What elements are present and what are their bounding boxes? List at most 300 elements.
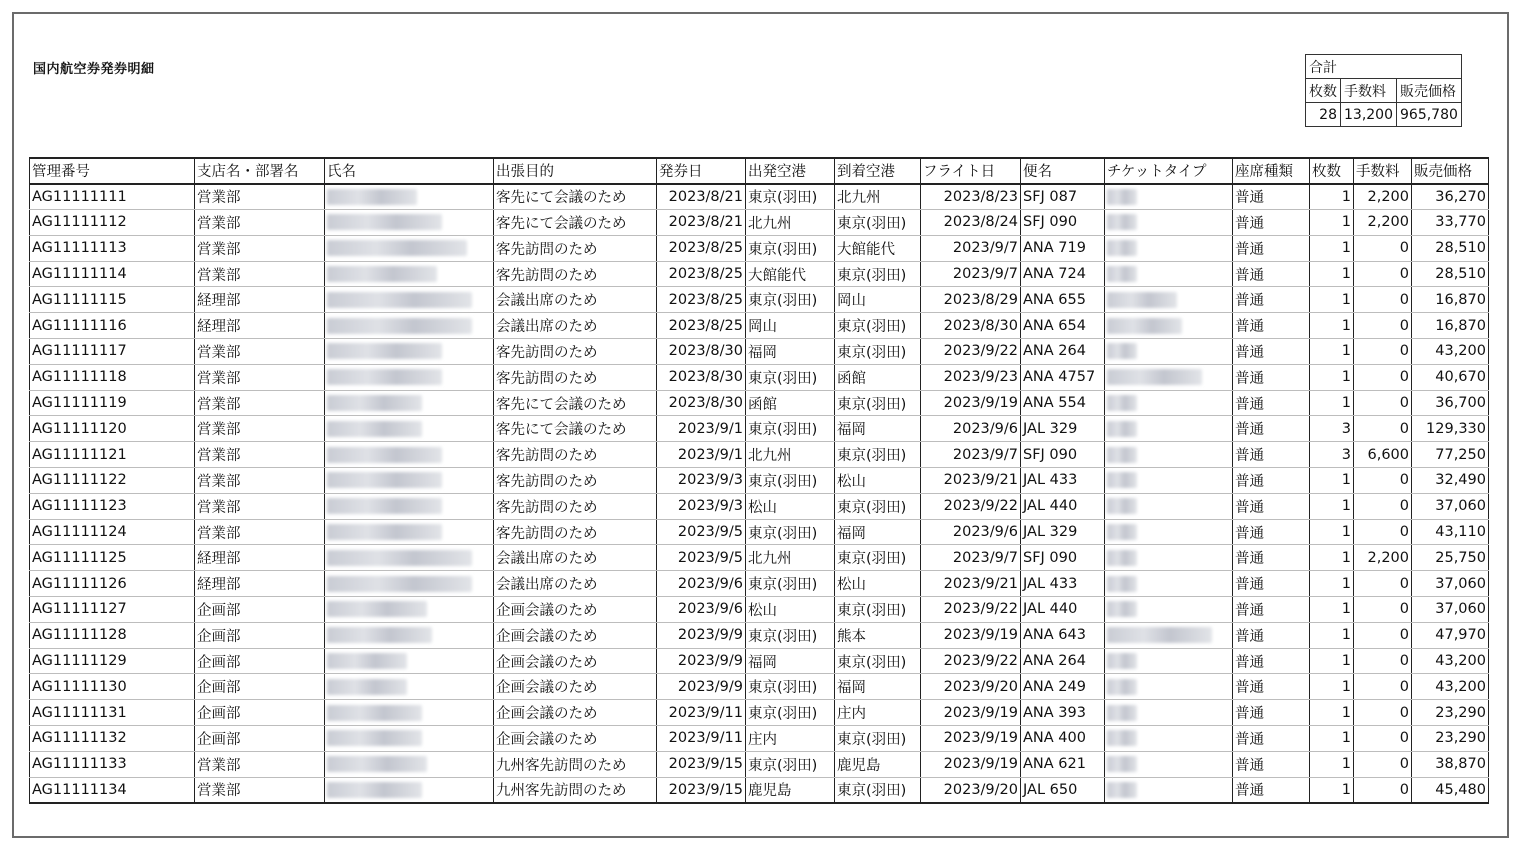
cell-management-no: AG11111132: [30, 726, 195, 752]
cell-departure-airport: 函館: [746, 390, 835, 416]
cell-purpose: 九州客先訪問のため: [494, 751, 657, 777]
cell-issue-date: 2023/9/3: [657, 468, 746, 494]
cell-flight-no: ANA 643: [1021, 622, 1105, 648]
table-row: [30, 777, 1489, 803]
cell-name: [325, 622, 494, 648]
cell-management-no: AG11111116: [30, 313, 195, 339]
cell-name: [325, 493, 494, 519]
redacted-ticket-type: [1107, 601, 1137, 617]
cell-fee: 0: [1354, 235, 1412, 261]
cell-purpose: 客先にて会議のため: [494, 184, 657, 210]
cell-name: [325, 726, 494, 752]
cell-arrival-airport: 松山: [835, 571, 921, 597]
cell-department: 経理部: [195, 571, 325, 597]
cell-flight-date: 2023/9/19: [921, 726, 1021, 752]
cell-name: [325, 287, 494, 313]
cell-department: 営業部: [195, 493, 325, 519]
redacted-ticket-type: [1107, 679, 1137, 695]
cell-name: [325, 700, 494, 726]
cell-seat-class: 普通: [1233, 442, 1310, 468]
summary-label-count: 枚数: [1306, 79, 1341, 103]
redacted-name: [327, 266, 437, 282]
cell-flight-date: 2023/8/29: [921, 287, 1021, 313]
cell-issue-date: 2023/9/5: [657, 519, 746, 545]
redacted-ticket-type: [1107, 576, 1137, 592]
table-row: [30, 493, 1489, 519]
cell-sale-price: 25,750: [1412, 545, 1489, 571]
redacted-ticket-type: [1107, 730, 1137, 746]
cell-department: 企画部: [195, 674, 325, 700]
cell-fee: 0: [1354, 777, 1412, 803]
cell-flight-no: JAL 440: [1021, 597, 1105, 623]
cell-arrival-airport: 東京(羽田): [835, 210, 921, 236]
redacted-ticket-type: [1107, 550, 1137, 566]
cell-flight-date: 2023/8/30: [921, 313, 1021, 339]
cell-issue-date: 2023/8/21: [657, 184, 746, 210]
cell-ticket-count: 1: [1310, 622, 1354, 648]
cell-ticket-type: [1105, 751, 1233, 777]
cell-fee: 0: [1354, 622, 1412, 648]
cell-seat-class: 普通: [1233, 339, 1310, 365]
cell-seat-class: 普通: [1233, 700, 1310, 726]
cell-management-no: AG11111124: [30, 519, 195, 545]
cell-purpose: 客先訪問のため: [494, 493, 657, 519]
cell-arrival-airport: 北九州: [835, 184, 921, 210]
table-row: [30, 726, 1489, 752]
cell-departure-airport: 東京(羽田): [746, 364, 835, 390]
cell-arrival-airport: 東京(羽田): [835, 442, 921, 468]
cell-fee: 0: [1354, 674, 1412, 700]
cell-management-no: AG11111122: [30, 468, 195, 494]
cell-purpose: 客先訪問のため: [494, 261, 657, 287]
redacted-name: [327, 756, 427, 772]
cell-issue-date: 2023/9/1: [657, 442, 746, 468]
cell-ticket-type: [1105, 648, 1233, 674]
cell-purpose: 客先にて会議のため: [494, 210, 657, 236]
cell-purpose: 企画会議のため: [494, 700, 657, 726]
table-row: [30, 622, 1489, 648]
cell-management-no: AG11111111: [30, 184, 195, 210]
cell-purpose: 会議出席のため: [494, 545, 657, 571]
cell-arrival-airport: 大館能代: [835, 235, 921, 261]
cell-seat-class: 普通: [1233, 622, 1310, 648]
cell-management-no: AG11111113: [30, 235, 195, 261]
cell-sale-price: 43,200: [1412, 674, 1489, 700]
cell-ticket-count: 1: [1310, 493, 1354, 519]
cell-seat-class: 普通: [1233, 751, 1310, 777]
redacted-name: [327, 214, 442, 230]
redacted-ticket-type: [1107, 447, 1137, 463]
cell-flight-no: ANA 264: [1021, 339, 1105, 365]
cell-flight-date: 2023/9/7: [921, 545, 1021, 571]
cell-flight-date: 2023/9/21: [921, 468, 1021, 494]
cell-ticket-type: [1105, 674, 1233, 700]
cell-flight-no: ANA 621: [1021, 751, 1105, 777]
cell-purpose: 客先にて会議のため: [494, 390, 657, 416]
table-row: [30, 416, 1489, 442]
document-title: 国内航空券発券明細: [33, 62, 155, 77]
cell-departure-airport: 東京(羽田): [746, 571, 835, 597]
cell-departure-airport: 東京(羽田): [746, 287, 835, 313]
cell-departure-airport: 北九州: [746, 210, 835, 236]
cell-ticket-count: 1: [1310, 571, 1354, 597]
cell-flight-date: 2023/9/23: [921, 364, 1021, 390]
cell-issue-date: 2023/8/30: [657, 339, 746, 365]
redacted-name: [327, 472, 442, 488]
redacted-name: [327, 679, 407, 695]
summary-value-price: 965,780: [1397, 103, 1462, 127]
column-header-management-no: 管理番号: [30, 158, 195, 184]
cell-sale-price: 16,870: [1412, 313, 1489, 339]
cell-sale-price: 36,270: [1412, 184, 1489, 210]
redacted-name: [327, 421, 422, 437]
cell-purpose: 会議出席のため: [494, 287, 657, 313]
cell-flight-date: 2023/9/22: [921, 339, 1021, 365]
cell-flight-no: ANA 554: [1021, 390, 1105, 416]
cell-issue-date: 2023/8/30: [657, 390, 746, 416]
cell-name: [325, 751, 494, 777]
cell-flight-date: 2023/9/6: [921, 416, 1021, 442]
cell-departure-airport: 東京(羽田): [746, 700, 835, 726]
redacted-name: [327, 292, 472, 308]
cell-arrival-airport: 熊本: [835, 622, 921, 648]
table-row: [30, 261, 1489, 287]
cell-flight-date: 2023/9/7: [921, 442, 1021, 468]
cell-department: 営業部: [195, 777, 325, 803]
cell-ticket-type: [1105, 364, 1233, 390]
cell-management-no: AG11111125: [30, 545, 195, 571]
cell-seat-class: 普通: [1233, 597, 1310, 623]
cell-ticket-count: 1: [1310, 184, 1354, 210]
cell-flight-date: 2023/9/22: [921, 493, 1021, 519]
cell-departure-airport: 東京(羽田): [746, 468, 835, 494]
cell-flight-date: 2023/9/19: [921, 390, 1021, 416]
cell-sale-price: 37,060: [1412, 571, 1489, 597]
cell-name: [325, 519, 494, 545]
column-header-sale-price: 販売価格: [1412, 158, 1489, 184]
cell-ticket-count: 1: [1310, 777, 1354, 803]
cell-management-no: AG11111128: [30, 622, 195, 648]
cell-management-no: AG11111117: [30, 339, 195, 365]
column-header-issue-date: 発券日: [657, 158, 746, 184]
cell-ticket-type: [1105, 571, 1233, 597]
cell-department: 営業部: [195, 751, 325, 777]
redacted-ticket-type: [1107, 472, 1137, 488]
redacted-name: [327, 498, 442, 514]
column-header-departure-airport: 出発空港: [746, 158, 835, 184]
cell-issue-date: 2023/9/15: [657, 777, 746, 803]
cell-seat-class: 普通: [1233, 519, 1310, 545]
table-row: [30, 442, 1489, 468]
cell-sale-price: 43,200: [1412, 339, 1489, 365]
cell-ticket-count: 1: [1310, 597, 1354, 623]
redacted-name: [327, 447, 442, 463]
cell-department: 営業部: [195, 364, 325, 390]
cell-issue-date: 2023/9/6: [657, 571, 746, 597]
cell-ticket-count: 1: [1310, 700, 1354, 726]
table-row: [30, 751, 1489, 777]
redacted-name: [327, 730, 422, 746]
cell-fee: 0: [1354, 339, 1412, 365]
cell-issue-date: 2023/8/25: [657, 287, 746, 313]
cell-departure-airport: 庄内: [746, 726, 835, 752]
cell-departure-airport: 東京(羽田): [746, 519, 835, 545]
cell-sale-price: 43,110: [1412, 519, 1489, 545]
cell-departure-airport: 福岡: [746, 648, 835, 674]
table-row: [30, 700, 1489, 726]
cell-departure-airport: 鹿児島: [746, 777, 835, 803]
cell-fee: 0: [1354, 468, 1412, 494]
cell-issue-date: 2023/8/25: [657, 313, 746, 339]
column-header-fee: 手数料: [1354, 158, 1412, 184]
cell-department: 営業部: [195, 184, 325, 210]
cell-sale-price: 23,290: [1412, 700, 1489, 726]
cell-issue-date: 2023/9/9: [657, 648, 746, 674]
cell-sale-price: 47,970: [1412, 622, 1489, 648]
table-row: [30, 339, 1489, 365]
cell-issue-date: 2023/9/15: [657, 751, 746, 777]
cell-fee: 2,200: [1354, 210, 1412, 236]
cell-purpose: 会議出席のため: [494, 571, 657, 597]
cell-fee: 0: [1354, 493, 1412, 519]
cell-flight-date: 2023/9/21: [921, 571, 1021, 597]
cell-ticket-type: [1105, 622, 1233, 648]
summary-value-count: 28: [1306, 103, 1341, 127]
cell-arrival-airport: 函館: [835, 364, 921, 390]
cell-fee: 2,200: [1354, 184, 1412, 210]
redacted-name: [327, 705, 422, 721]
cell-department: 営業部: [195, 416, 325, 442]
redacted-ticket-type: [1107, 421, 1137, 437]
cell-fee: 0: [1354, 287, 1412, 313]
redacted-ticket-type: [1107, 524, 1137, 540]
redacted-name: [327, 524, 442, 540]
cell-arrival-airport: 東京(羽田): [835, 726, 921, 752]
cell-purpose: 企画会議のため: [494, 674, 657, 700]
redacted-ticket-type: [1107, 756, 1137, 772]
cell-issue-date: 2023/9/1: [657, 416, 746, 442]
cell-seat-class: 普通: [1233, 726, 1310, 752]
cell-departure-airport: 東京(羽田): [746, 622, 835, 648]
cell-ticket-count: 1: [1310, 390, 1354, 416]
cell-seat-class: 普通: [1233, 313, 1310, 339]
cell-flight-date: 2023/9/22: [921, 648, 1021, 674]
cell-fee: 0: [1354, 261, 1412, 287]
redacted-ticket-type: [1107, 395, 1137, 411]
cell-flight-date: 2023/9/6: [921, 519, 1021, 545]
cell-department: 企画部: [195, 700, 325, 726]
cell-purpose: 客先にて会議のため: [494, 416, 657, 442]
cell-flight-date: 2023/9/7: [921, 261, 1021, 287]
cell-sale-price: 23,290: [1412, 726, 1489, 752]
cell-flight-date: 2023/9/19: [921, 751, 1021, 777]
cell-purpose: 客先訪問のため: [494, 468, 657, 494]
cell-flight-no: ANA 400: [1021, 726, 1105, 752]
cell-flight-no: SFJ 090: [1021, 442, 1105, 468]
cell-ticket-type: [1105, 442, 1233, 468]
redacted-ticket-type: [1107, 627, 1212, 643]
cell-flight-date: 2023/9/19: [921, 622, 1021, 648]
cell-fee: 0: [1354, 364, 1412, 390]
column-header-seat-class: 座席種類: [1233, 158, 1310, 184]
cell-sale-price: 32,490: [1412, 468, 1489, 494]
cell-departure-airport: 東京(羽田): [746, 751, 835, 777]
cell-management-no: AG11111133: [30, 751, 195, 777]
cell-department: 営業部: [195, 261, 325, 287]
cell-seat-class: 普通: [1233, 184, 1310, 210]
cell-arrival-airport: 東京(羽田): [835, 339, 921, 365]
cell-sale-price: 16,870: [1412, 287, 1489, 313]
column-header-ticket-count: 枚数: [1310, 158, 1354, 184]
cell-purpose: 企画会議のため: [494, 726, 657, 752]
cell-ticket-type: [1105, 726, 1233, 752]
table-row: [30, 545, 1489, 571]
column-header-flight-no: 便名: [1021, 158, 1105, 184]
cell-fee: 0: [1354, 726, 1412, 752]
redacted-ticket-type: [1107, 214, 1137, 230]
cell-department: 経理部: [195, 545, 325, 571]
redacted-ticket-type: [1107, 189, 1137, 205]
cell-fee: 6,600: [1354, 442, 1412, 468]
cell-management-no: AG11111121: [30, 442, 195, 468]
cell-issue-date: 2023/9/5: [657, 545, 746, 571]
cell-ticket-type: [1105, 416, 1233, 442]
cell-name: [325, 235, 494, 261]
cell-ticket-count: 1: [1310, 287, 1354, 313]
cell-name: [325, 416, 494, 442]
cell-seat-class: 普通: [1233, 571, 1310, 597]
cell-department: 企画部: [195, 726, 325, 752]
table-row: [30, 468, 1489, 494]
redacted-name: [327, 343, 442, 359]
cell-flight-date: 2023/9/7: [921, 235, 1021, 261]
redacted-name: [327, 576, 472, 592]
cell-ticket-count: 1: [1310, 210, 1354, 236]
cell-departure-airport: 大館能代: [746, 261, 835, 287]
cell-name: [325, 597, 494, 623]
cell-name: [325, 313, 494, 339]
cell-name: [325, 390, 494, 416]
cell-department: 営業部: [195, 339, 325, 365]
cell-management-no: AG11111123: [30, 493, 195, 519]
cell-name: [325, 442, 494, 468]
column-header-name: 氏名: [325, 158, 494, 184]
redacted-ticket-type: [1107, 782, 1137, 798]
cell-ticket-type: [1105, 493, 1233, 519]
summary-table: [1305, 54, 1462, 127]
cell-issue-date: 2023/9/6: [657, 597, 746, 623]
cell-seat-class: 普通: [1233, 287, 1310, 313]
cell-flight-date: 2023/8/23: [921, 184, 1021, 210]
redacted-name: [327, 627, 432, 643]
cell-seat-class: 普通: [1233, 493, 1310, 519]
cell-department: 経理部: [195, 287, 325, 313]
cell-ticket-type: [1105, 390, 1233, 416]
cell-arrival-airport: 東京(羽田): [835, 648, 921, 674]
redacted-ticket-type: [1107, 318, 1182, 334]
table-row: [30, 571, 1489, 597]
cell-issue-date: 2023/8/21: [657, 210, 746, 236]
summary-label-fee: 手数料: [1341, 79, 1397, 103]
cell-name: [325, 364, 494, 390]
cell-name: [325, 545, 494, 571]
redacted-name: [327, 240, 467, 256]
cell-fee: 0: [1354, 571, 1412, 597]
cell-name: [325, 339, 494, 365]
cell-arrival-airport: 東京(羽田): [835, 493, 921, 519]
cell-ticket-count: 3: [1310, 442, 1354, 468]
cell-departure-airport: 岡山: [746, 313, 835, 339]
cell-purpose: 客先訪問のため: [494, 235, 657, 261]
table-row: [30, 287, 1489, 313]
cell-flight-date: 2023/8/24: [921, 210, 1021, 236]
redacted-name: [327, 601, 427, 617]
cell-department: 営業部: [195, 442, 325, 468]
cell-ticket-type: [1105, 545, 1233, 571]
cell-flight-no: JAL 329: [1021, 519, 1105, 545]
cell-arrival-airport: 松山: [835, 468, 921, 494]
cell-flight-no: SFJ 090: [1021, 545, 1105, 571]
cell-department: 営業部: [195, 519, 325, 545]
cell-purpose: 客先訪問のため: [494, 519, 657, 545]
cell-management-no: AG11111126: [30, 571, 195, 597]
cell-ticket-count: 3: [1310, 416, 1354, 442]
cell-fee: 0: [1354, 648, 1412, 674]
cell-flight-no: ANA 654: [1021, 313, 1105, 339]
ticket-detail-table: [29, 157, 1489, 804]
cell-sale-price: 36,700: [1412, 390, 1489, 416]
cell-ticket-count: 1: [1310, 648, 1354, 674]
cell-departure-airport: 北九州: [746, 545, 835, 571]
cell-departure-airport: 東京(羽田): [746, 674, 835, 700]
redacted-ticket-type: [1107, 240, 1137, 256]
cell-ticket-count: 1: [1310, 674, 1354, 700]
cell-issue-date: 2023/9/9: [657, 674, 746, 700]
redacted-name: [327, 369, 442, 385]
redacted-ticket-type: [1107, 343, 1137, 359]
cell-arrival-airport: 岡山: [835, 287, 921, 313]
cell-arrival-airport: 鹿児島: [835, 751, 921, 777]
cell-flight-no: ANA 4757: [1021, 364, 1105, 390]
cell-seat-class: 普通: [1233, 235, 1310, 261]
column-header-ticket-type: チケットタイプ: [1105, 158, 1233, 184]
redacted-ticket-type: [1107, 266, 1137, 282]
cell-fee: 0: [1354, 416, 1412, 442]
cell-management-no: AG11111112: [30, 210, 195, 236]
cell-departure-airport: 北九州: [746, 442, 835, 468]
cell-flight-date: 2023/9/22: [921, 597, 1021, 623]
cell-seat-class: 普通: [1233, 674, 1310, 700]
cell-ticket-type: [1105, 261, 1233, 287]
cell-flight-date: 2023/9/20: [921, 777, 1021, 803]
cell-department: 企画部: [195, 622, 325, 648]
cell-seat-class: 普通: [1233, 364, 1310, 390]
redacted-ticket-type: [1107, 498, 1137, 514]
cell-purpose: 客先訪問のため: [494, 364, 657, 390]
cell-arrival-airport: 福岡: [835, 674, 921, 700]
cell-flight-no: ANA 249: [1021, 674, 1105, 700]
table-row: [30, 648, 1489, 674]
cell-arrival-airport: 東京(羽田): [835, 545, 921, 571]
cell-department: 営業部: [195, 390, 325, 416]
cell-name: [325, 648, 494, 674]
cell-department: 企画部: [195, 648, 325, 674]
redacted-name: [327, 653, 407, 669]
cell-department: 企画部: [195, 597, 325, 623]
cell-management-no: AG11111118: [30, 364, 195, 390]
cell-departure-airport: 東京(羽田): [746, 184, 835, 210]
cell-management-no: AG11111114: [30, 261, 195, 287]
